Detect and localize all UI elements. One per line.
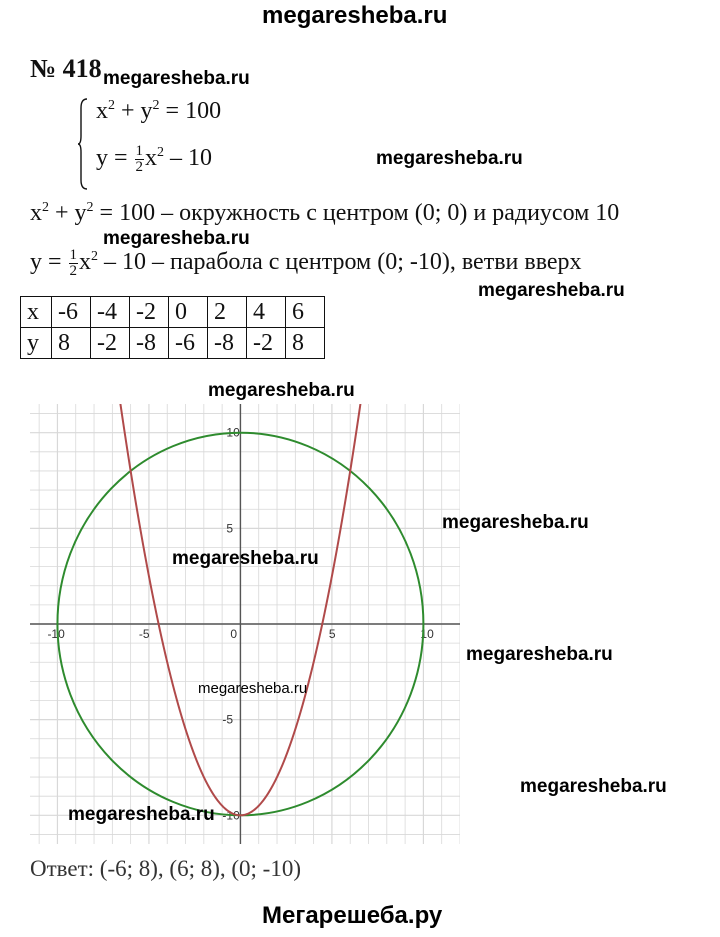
fraction: $\frac{1}{2}$ bbox=[135, 143, 144, 175]
problem-number: № 418 bbox=[30, 54, 102, 83]
x-tick-label: -5 bbox=[138, 627, 150, 641]
table-cell: 2 bbox=[208, 297, 247, 328]
table-row-x bbox=[21, 297, 325, 328]
parabola-description: y = $\frac{1}{2}$ $x^2 - 10$ – парабола с центром (0; -10), ветви вверх bbox=[30, 247, 582, 279]
site-footer: Мегарешеба.ру bbox=[262, 902, 443, 929]
watermark: megaresheba.ru bbox=[103, 68, 250, 89]
table-cell: 4 bbox=[247, 297, 286, 328]
x-tick-label: 0 bbox=[230, 627, 238, 641]
table-header-y: y bbox=[21, 328, 52, 359]
values-table bbox=[20, 296, 325, 359]
table-cell: -6 bbox=[52, 297, 91, 328]
table-cell: -6 bbox=[169, 328, 208, 359]
x-tick-label: 5 bbox=[328, 627, 336, 641]
watermark: megaresheba.ru bbox=[520, 776, 667, 797]
y-tick-label: -10 bbox=[222, 808, 240, 823]
table-cell: 8 bbox=[52, 328, 91, 359]
system-brace bbox=[78, 98, 88, 190]
watermark: megaresheba.ru bbox=[466, 644, 613, 665]
site-header: megaresheba.ru bbox=[262, 2, 448, 29]
table-row-y bbox=[21, 328, 325, 359]
watermark: megaresheba.ru bbox=[172, 548, 319, 569]
fraction: $\frac{1}{2}$ bbox=[69, 247, 78, 279]
watermark: megaresheba.ru bbox=[198, 680, 308, 697]
watermark: megaresheba.ru bbox=[376, 148, 523, 169]
watermark: megaresheba.ru bbox=[208, 380, 355, 401]
table-cell: -8 bbox=[130, 328, 169, 359]
y-tick-label: 10 bbox=[226, 425, 240, 440]
watermark: megaresheba.ru bbox=[103, 228, 250, 249]
circle-description: $x^2 + y^2 = 100$ – окружность с центром (0; 0) и радиусом 10 bbox=[30, 200, 620, 226]
table-cell: 0 bbox=[169, 297, 208, 328]
x-tick-label: 10 bbox=[420, 627, 434, 641]
watermark: megaresheba.ru bbox=[68, 804, 215, 825]
table-cell: -2 bbox=[91, 328, 130, 359]
table-cell: -2 bbox=[130, 297, 169, 328]
answer-text: Ответ: (-6; 8), (6; 8), (0; -10) bbox=[30, 856, 301, 881]
watermark: megaresheba.ru bbox=[478, 280, 625, 301]
x-tick-label: -10 bbox=[47, 627, 65, 641]
table-cell: 6 bbox=[286, 297, 325, 328]
table-header-x: x bbox=[21, 297, 52, 328]
table-cell: -4 bbox=[91, 297, 130, 328]
y-tick-label: -5 bbox=[222, 712, 234, 727]
watermark: megaresheba.ru bbox=[442, 512, 589, 533]
system-equation-2: y = $\frac{1}{2}$ $x^2 - 10$ bbox=[96, 143, 213, 175]
graph bbox=[30, 404, 460, 844]
table-cell: -8 bbox=[208, 328, 247, 359]
y-tick-label: 5 bbox=[226, 521, 234, 536]
table-cell: -2 bbox=[247, 328, 286, 359]
system-equation-1: $x^2 + y^2 = 100$ bbox=[96, 98, 222, 124]
table-cell: 8 bbox=[286, 328, 325, 359]
